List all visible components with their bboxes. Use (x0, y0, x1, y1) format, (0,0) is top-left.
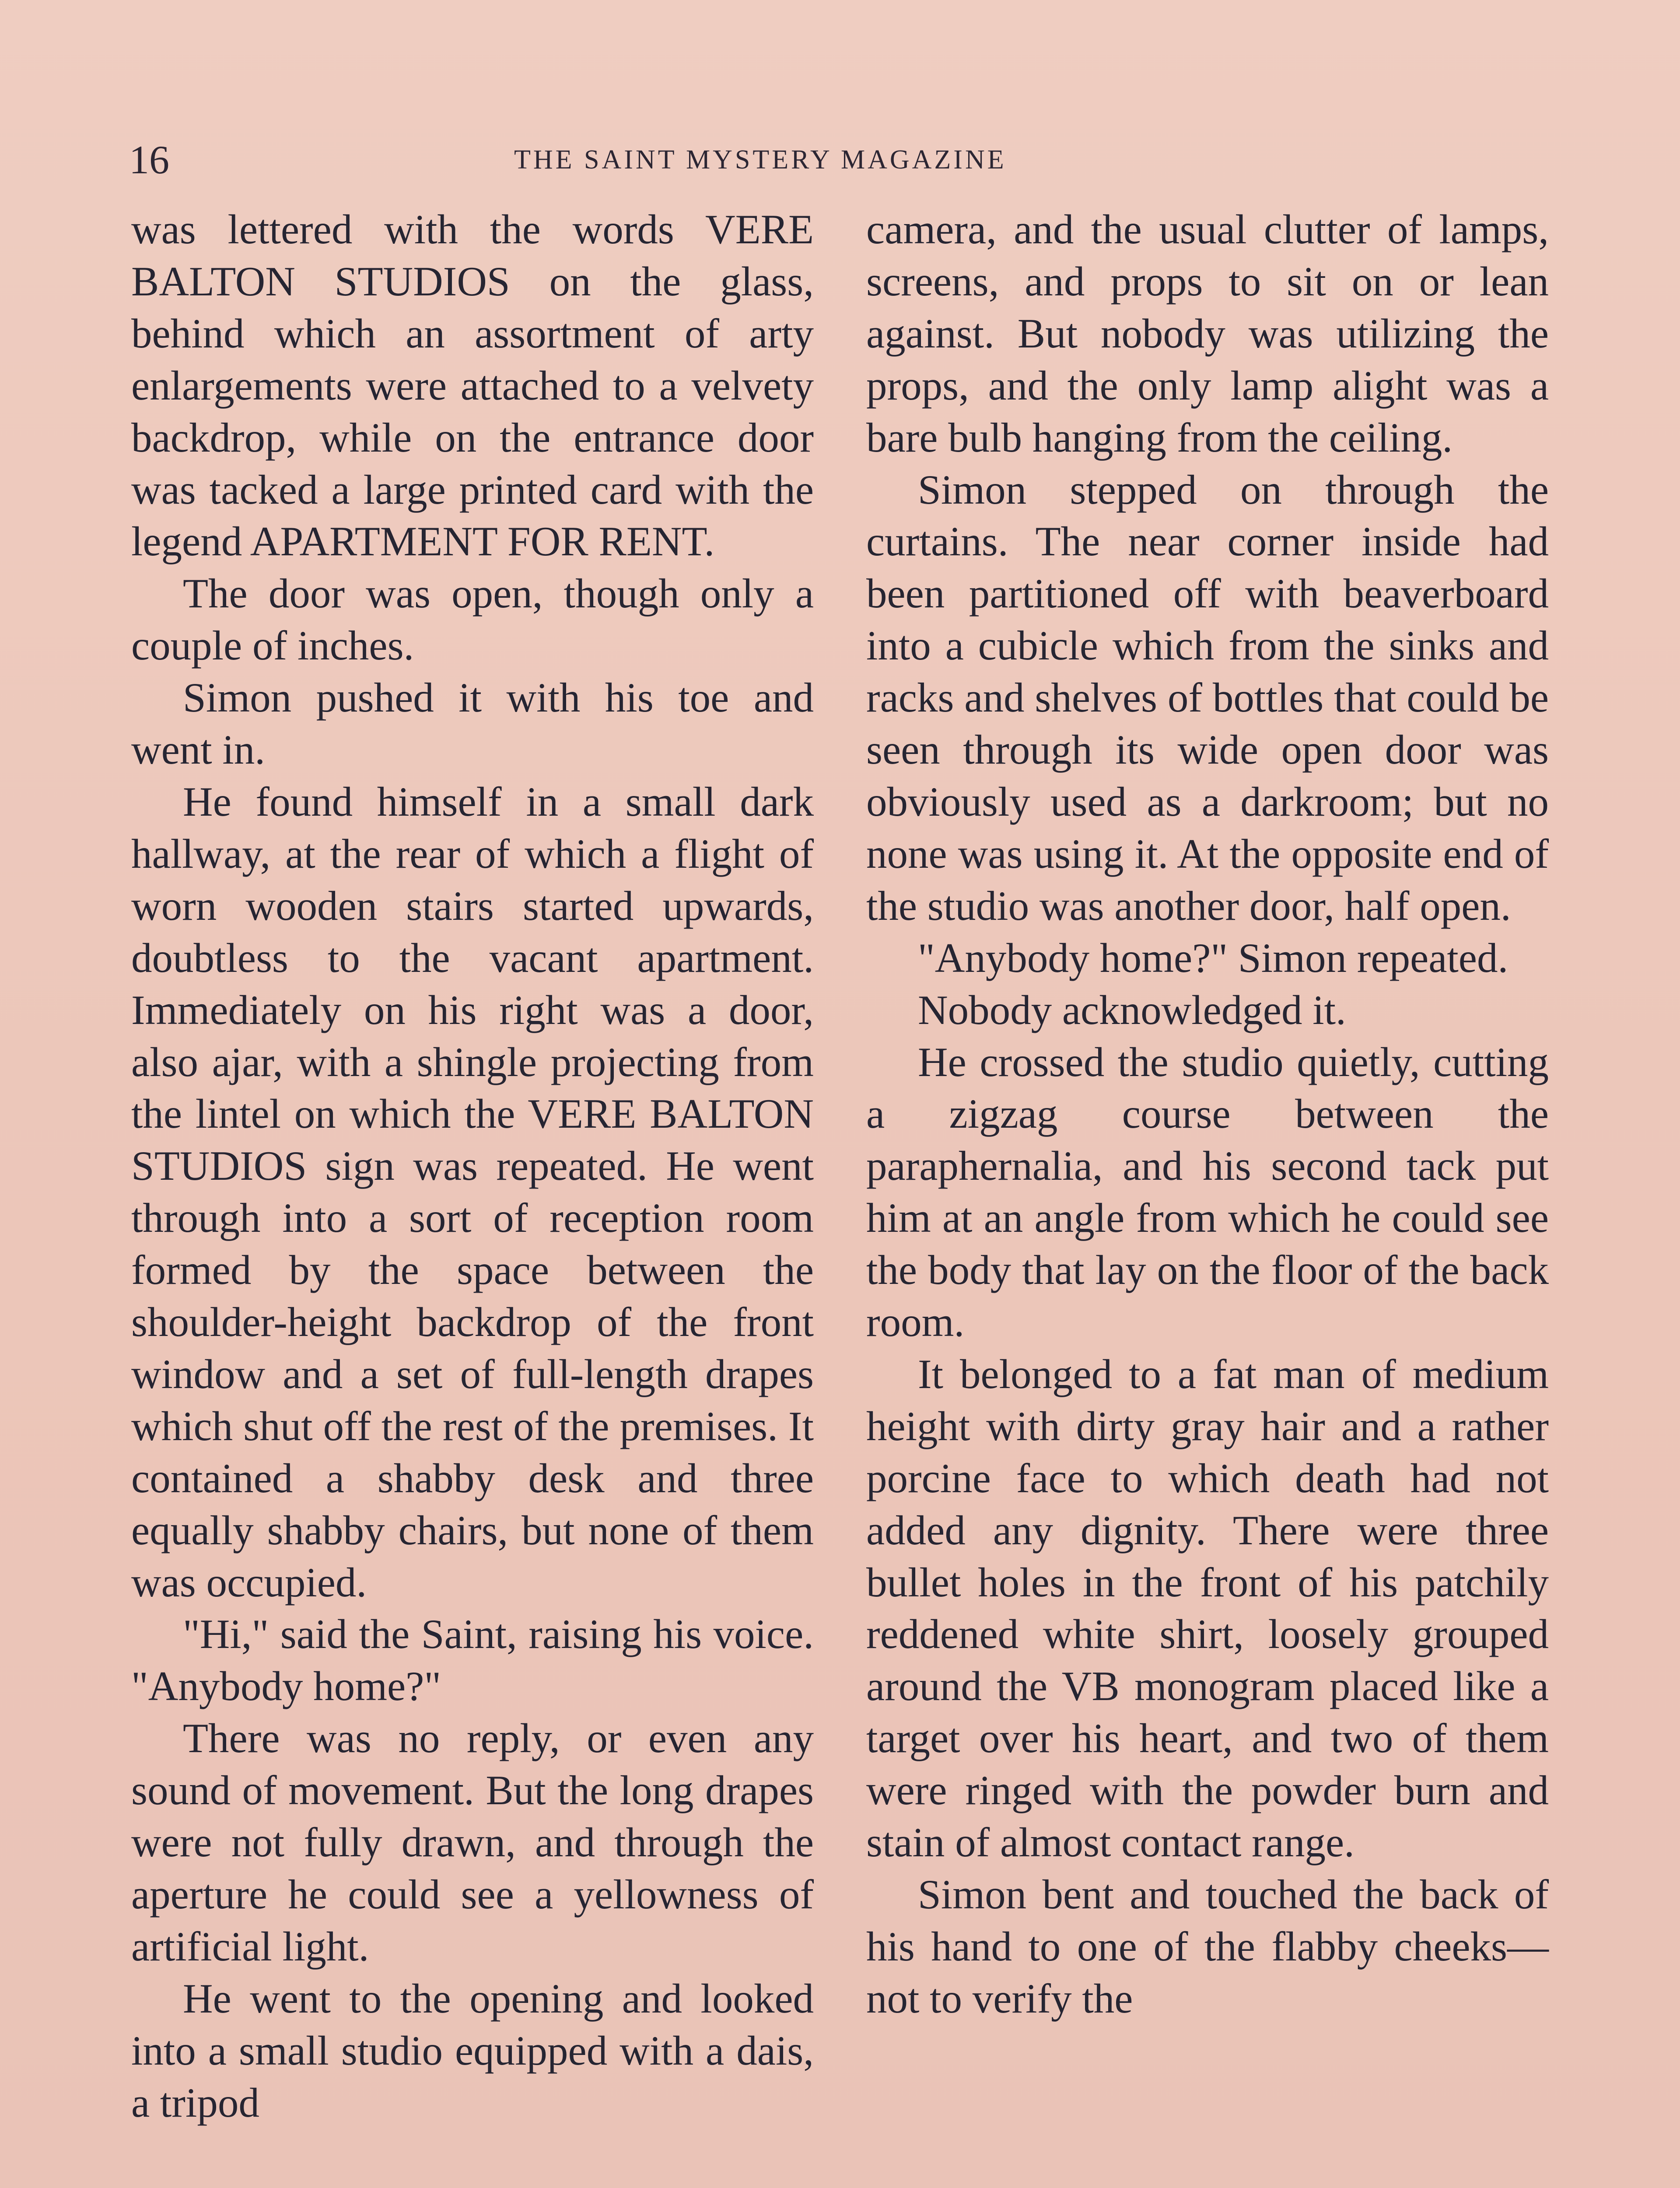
paragraph: Simon stepped on through the curtains. The near corner inside had been partitioned off with beaverboard into a cubicle which from the sinks and racks and shelves of bottles that could be seen through its wide open door was obviously used as a darkroom; but no none was using it. At the opposite end of the studio was another door, half open. (866, 466, 1549, 929)
text-column-right (866, 203, 1549, 2025)
page-number: 16 (129, 137, 169, 182)
paragraph: There was no reply, or even any sound of movement. But the long drapes were not fully drawn, and through the aperture he could see a yellowness of artificial light. (131, 1715, 814, 1970)
paragraph: He went to the opening and looked into a small studio equipped with a dais, a tripod (131, 1975, 814, 2126)
paragraph: was lettered with the words VERE BALTON STUDIOS on the glass, behind which an assortment of arty enlargements were attached to a velvety backdrop, while on the entrance door was tacked a large printed card with the legend APARTMENT FOR RENT. (131, 206, 814, 565)
paragraph: He crossed the studio quietly, cutting a zigzag course between the paraphernalia, and his second tack put him at an angle from which he could see the body that lay on the floor of the back room. (866, 1038, 1549, 1346)
paragraph: Nobody acknowledged it. (918, 986, 1346, 1033)
page-header (129, 131, 1551, 188)
paragraph: camera, and the usual clutter of lamps, screens, and props to sit on or lean against. But nobody was utilizing the props, and the only lamp alight was a bare bulb hanging from the ceiling. (866, 206, 1549, 461)
paragraph: He found himself in a small dark hallway, at the rear of which a flight of worn wooden stairs started upwards, doubtless to the vacant apartment. Immediately on his right was a door, also ajar, with a shingle projecting from the lintel on which the VERE BALTON STUDIOS sign was repeated. He went through into a sort of reception room formed by the space between the shoulder-height backdrop of the front window and a set of full-length drapes which shut off the rest of the premises. It contained a shabby desk and three equally shabby chairs, but none of them was occupied. (131, 778, 814, 1606)
paragraph: Simon pushed it with his toe and went in. (131, 674, 814, 773)
paragraph: "Anybody home?" Simon repeated. (918, 934, 1508, 981)
text-column-left (131, 203, 814, 2129)
paragraph: It belonged to a fat man of medium height with dirty gray hair and a rather porcine face to which death had not added any dignity. There were three bullet holes in the front of his patchily reddened white shirt, loosely grouped around the VB monogram placed like a target over his heart, and two of them were ringed with the powder burn and stain of almost contact range. (866, 1350, 1549, 1866)
paragraph: The door was open, though only a couple of inches. (131, 570, 814, 669)
paragraph: Simon bent and touched the back of his hand to one of the flabby cheeks—not to verify the (866, 1871, 1549, 2022)
paragraph: "Hi," said the Saint, raising his voice. "Anybody home?" (131, 1611, 814, 1710)
running-head: THE SAINT MYSTERY MAGAZINE (514, 145, 1007, 175)
